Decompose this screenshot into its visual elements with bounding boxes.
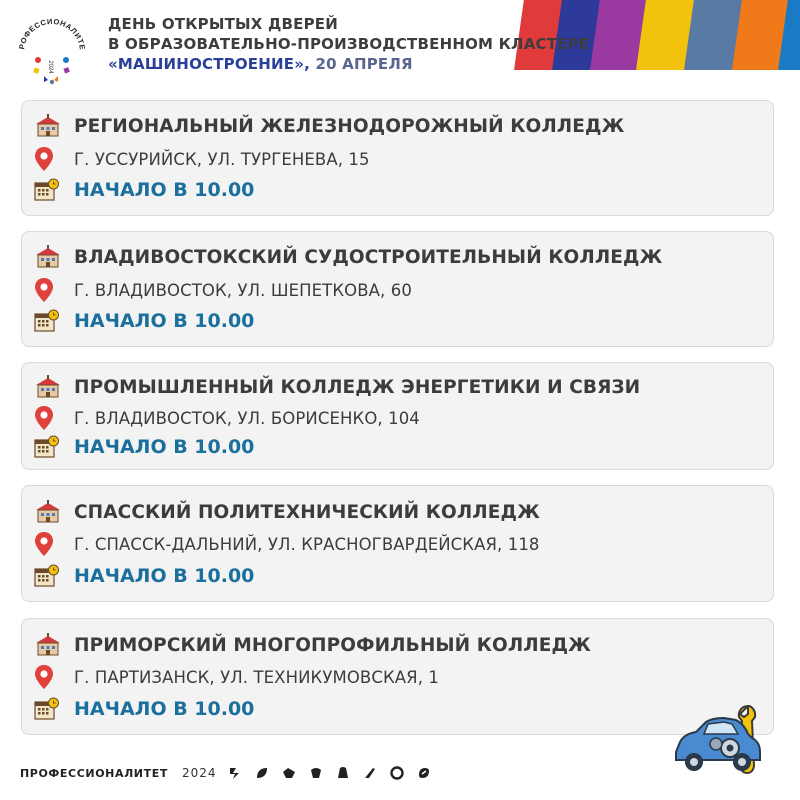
map-pin-icon [34, 664, 62, 690]
school-building-icon [34, 374, 62, 400]
footer [20, 760, 444, 786]
calendar-clock-icon [34, 696, 62, 722]
college-name-row [34, 113, 624, 139]
page-title [108, 14, 588, 74]
start-time: НАЧАЛО В 10.00 [74, 436, 255, 458]
school-building-icon [34, 632, 62, 658]
start-time: НАЧАЛО В 10.00 [74, 179, 255, 201]
start-time-row [34, 696, 254, 722]
college-card [21, 618, 774, 735]
college-card [21, 231, 774, 347]
footer-glyph-icon [228, 766, 242, 780]
start-time-row [34, 563, 254, 589]
footer-glyph-icon [363, 766, 377, 780]
school-building-icon [34, 499, 62, 525]
cluster-name: «МАШИНОСТРОЕНИЕ» [108, 55, 305, 73]
college-name: СПАССКИЙ ПОЛИТЕХНИЧЕСКИЙ КОЛЛЕДЖ [74, 501, 540, 523]
footer-glyph-icon [309, 766, 323, 780]
college-name-row [34, 499, 540, 525]
college-address: Г. ВЛАДИВОСТОК, УЛ. ШЕПЕТКОВА, 60 [74, 280, 412, 300]
college-address-row [34, 664, 439, 690]
college-name-row [34, 632, 591, 658]
map-pin-icon [34, 405, 62, 431]
footer-glyph-icon [255, 766, 269, 780]
footer-glyphs [228, 766, 444, 780]
footer-brand: ПРОФЕССИОНАЛИТЕТ [20, 766, 168, 780]
college-name: ПРОМЫШЛЕННЫЙ КОЛЛЕДЖ ЭНЕРГЕТИКИ И СВЯЗИ [74, 376, 641, 398]
calendar-clock-icon [34, 308, 62, 334]
college-address-row [34, 146, 370, 172]
svg-text:ПРОФЕССИОНАЛИТЕТ [12, 12, 87, 51]
footer-glyph-icon [390, 766, 404, 780]
college-name: РЕГИОНАЛЬНЫЙ ЖЕЛЕЗНОДОРОЖНЫЙ КОЛЛЕДЖ [74, 115, 625, 137]
start-time-row [34, 308, 254, 334]
title-line-3 [108, 54, 588, 74]
footer-glyph-icon [417, 766, 431, 780]
school-building-icon [34, 113, 62, 139]
college-address: Г. СПАССК-ДАЛЬНИЙ, УЛ. КРАСНОГВАРДЕЙСКАЯ, 118 [74, 534, 540, 554]
start-time: НАЧАЛО В 10.00 [74, 565, 255, 587]
car-service-icon [668, 702, 778, 782]
start-time: НАЧАЛО В 10.00 [74, 698, 255, 720]
college-address: Г. УССУРИЙСК, УЛ. ТУРГЕНЕВА, 15 [74, 149, 370, 169]
footer-glyph-icon [282, 766, 296, 780]
college-card [21, 485, 774, 602]
college-name-row [34, 244, 662, 270]
map-pin-icon [34, 531, 62, 557]
title-line-2: В ОБРАЗОВАТЕЛЬНО-ПРОИЗВОДСТВЕННОМ КЛАСТЕРЕ [108, 35, 590, 53]
start-time-row [34, 434, 254, 460]
calendar-clock-icon [34, 563, 62, 589]
college-address: Г. ВЛАДИВОСТОК, УЛ. БОРИСЕНКО, 104 [74, 408, 420, 428]
college-address-row [34, 277, 412, 303]
start-time-row [34, 177, 254, 203]
college-address-row [34, 405, 420, 431]
school-building-icon [34, 244, 62, 270]
calendar-clock-icon [34, 177, 62, 203]
college-address: Г. ПАРТИЗАНСК, УЛ. ТЕХНИКУМОВСКАЯ, 1 [74, 667, 440, 687]
title-separator: , [304, 55, 310, 73]
college-name: ПРИМОРСКИЙ МНОГОПРОФИЛЬНЫЙ КОЛЛЕДЖ [74, 634, 591, 656]
college-card [21, 362, 774, 470]
footer-glyph-icon [336, 766, 350, 780]
logo-text: РОФЕССИОНАЛИТЕ [17, 16, 88, 51]
event-date: 20 АПРЕЛЯ [315, 55, 413, 73]
logo-year: 2024 [47, 60, 53, 74]
footer-year: 2024 [181, 766, 217, 780]
college-address-row [34, 531, 540, 557]
title-line-1: ДЕНЬ ОТКРЫТЫХ ДВЕРЕЙ [108, 15, 338, 33]
college-name: ВЛАДИВОСТОКСКИЙ СУДОСТРОИТЕЛЬНЫЙ КОЛЛЕДЖ [74, 246, 663, 268]
start-time: НАЧАЛО В 10.00 [74, 310, 255, 332]
professionalitet-logo [12, 12, 92, 92]
map-pin-icon [34, 277, 62, 303]
calendar-clock-icon [34, 434, 62, 460]
map-pin-icon [34, 146, 62, 172]
college-card [21, 100, 774, 216]
college-name-row [34, 374, 640, 400]
